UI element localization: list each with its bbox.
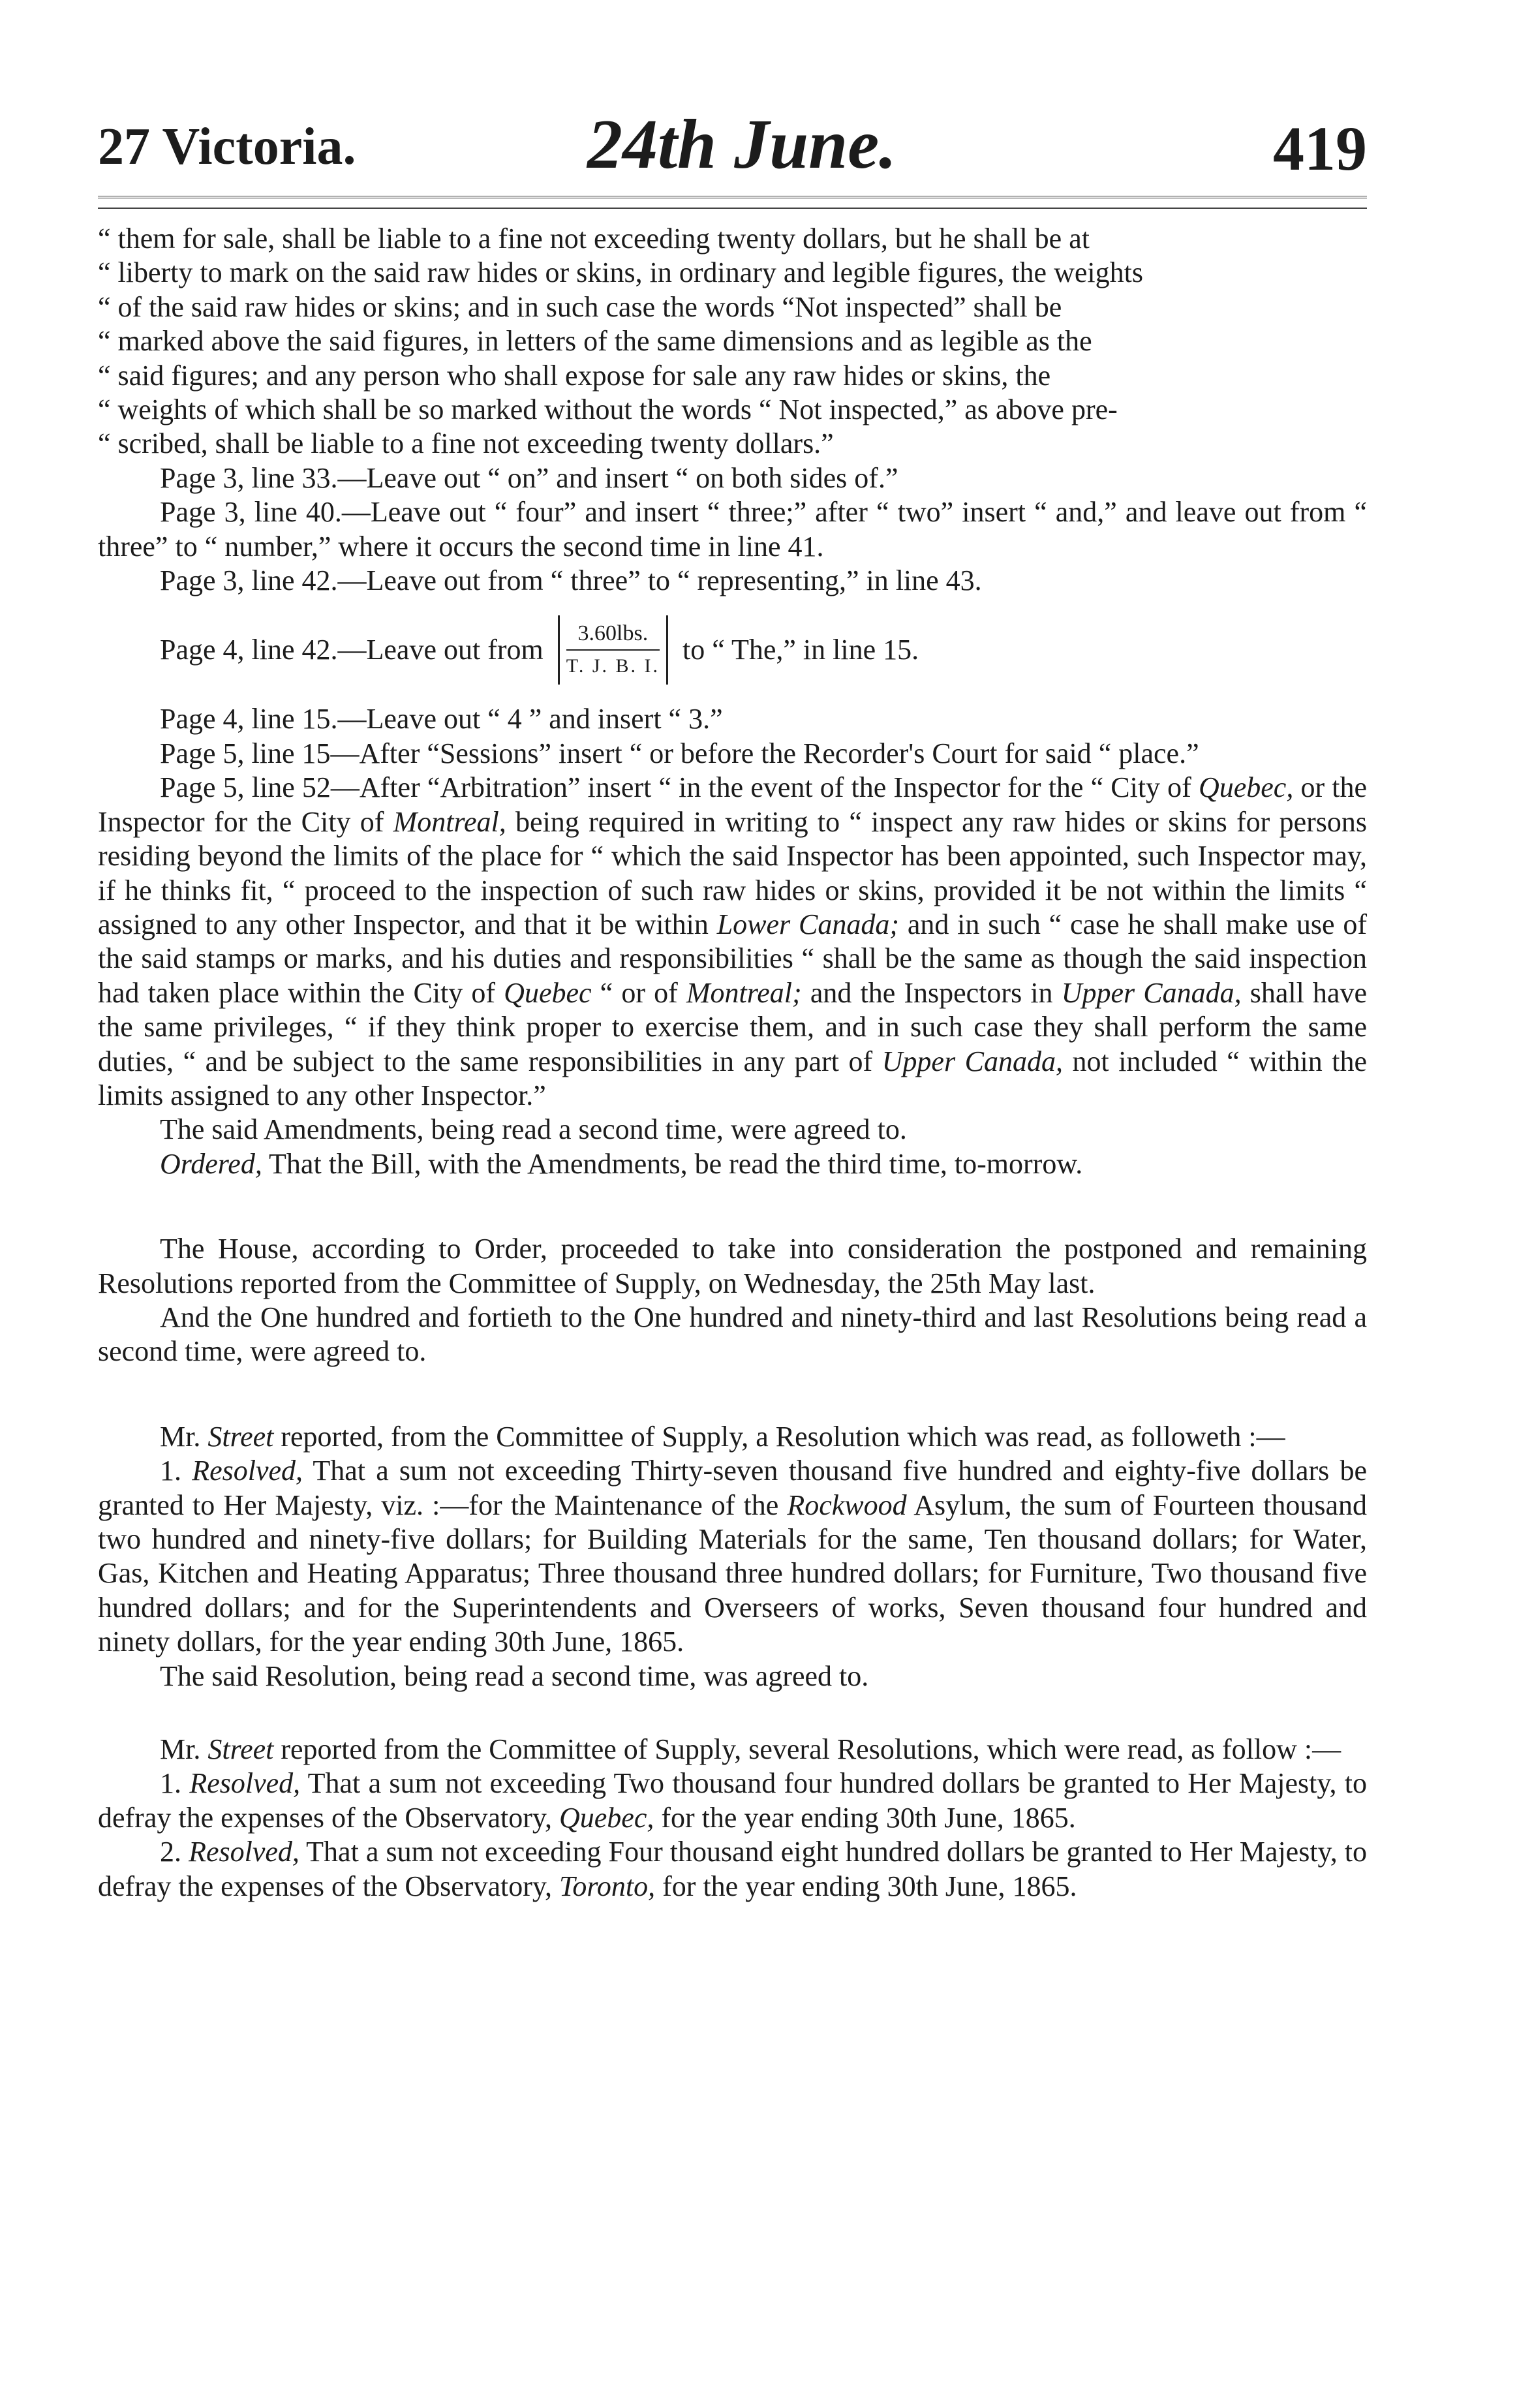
order-third-reading: Ordered, That the Bill, with the Amendments, be read the third time, to-morrow. [160, 1147, 1083, 1180]
regnal-year: 27 Victoria. [98, 118, 356, 176]
marginal-note-top: 3.60lbs. [566, 618, 660, 651]
page-number: 419 [1273, 114, 1367, 183]
house-paragraph: And the One hundred and fortieth to the One hundred and ninety-third and last Resolutions being read a second time, were agreed to. [98, 1301, 1367, 1368]
quote-line: “ of the said raw hides or skins; and in such case the words “Not inspected” shall be [98, 290, 1062, 323]
resolution: 2. Resolved, That a sum not exceeding Four thousand eight hundred dollars be granted to Her Majesty, to defray the expenses of the Observatory, Toronto, for the year ending 30th June, 1865. [98, 1836, 1367, 1902]
house-paragraph: The House, according to Order, proceeded to take into consideration the postponed and remaining Resolutions reported from the Committee of Supply, on Wednesday, the 25th May last. [98, 1233, 1367, 1299]
quote-line: “ them for sale, shall be liable to a fine not exceeding twenty dollars, but he shall be at [98, 223, 1090, 255]
quote-line: “ liberty to mark on the said raw hides or skins, in ordinary and legible figures, the weights [98, 256, 1143, 289]
amendment-item: Page 5, line 15—After “Sessions” insert “ or before the Recorder's Court for said “ place.” [160, 737, 1199, 769]
page-date: 24th June. [587, 106, 897, 183]
quote-line: “ said figures; and any person who shall expose for sale any raw hides or skins, the [98, 359, 1051, 392]
quote-line: “ scribed, shall be liable to a fine not exceeding twenty dollars.” [98, 427, 834, 460]
amendment-item: Page 5, line 52—After “Arbitration” insert “ in the event of the Inspector for the “ City of Quebec, or the Inspector for the City of Montreal, being required in writing to “ inspect any raw hides or skins for persons residing beyond the limits of the place for “ which the said Inspector has been appointed, such Inspector may, if he thinks fit, “ proceed to the inspection of such raw hides or skins, provided it be not within the limits “ assigned to any other Inspector, and that it be within Lower Canada; and in such “ case he shall make use of the said stamps or marks, and his duties and responsibilities “ shall be the same as though the said inspection had taken place within the City of Quebec “ or of Montreal; and the Inspectors in Upper Canada, shall have the same privileges, “ if they think proper to exercise them, and in such case they shall perform the same duties, “ and be subject to the same responsibilities in any part of Upper Canada, not included “ within the limits assigned to any other Inspector.” [98, 771, 1368, 1111]
report-intro: Mr. Street reported from the Committee of Supply, several Resolutions, which were read, as follow :— [160, 1733, 1341, 1766]
quoted-clause [98, 222, 1367, 461]
resolution: 1. Resolved, That a sum not exceeding Two thousand four hundred dollars be granted to Her Majesty, to defray the expenses of the Observatory, Quebec, for the year ending 30th June, 1865. [98, 1767, 1368, 1834]
marginal-note-initials: T. J. B. I. [566, 655, 660, 677]
amendments-agreed: The said Amendments, being read a second time, were agreed to. [160, 1113, 907, 1146]
resolution: 1. Resolved, That a sum not exceeding Thirty-seven thousand five hundred and eighty-five dollars be granted to Her Majesty, viz. :—for the Maintenance of the Rockwood Asylum, the sum of Fourteen thousand two hundred and ninety-five dollars; for Building Materials for the same, Ten thousand dollars; for Water, Gas, Kitchen and Heating Apparatus; Three thousand three hundred dollars; for Furniture, Two thousand five hundred dollars; and for the Superintendents and Overseers of works, Seven thousand four hundred and ninety dollars, for the year ending 30th June, 1865. [98, 1455, 1367, 1658]
page-header [98, 104, 1367, 196]
amendment-item: Page 4, line 15.—Leave out “ 4 ” and insert “ 3.” [160, 703, 723, 735]
amendment-item: Page 3, line 42.—Leave out from “ three” to “ representing,” in line 43. [160, 564, 982, 597]
section-gap [98, 1181, 1367, 1232]
page-body [98, 222, 1367, 1904]
section-gap [98, 1693, 1367, 1733]
quote-line: “ marked above the said figures, in letters of the same dimensions and as legible as the [98, 325, 1092, 358]
amendment-text: Page 4, line 42.—Leave out from [160, 634, 544, 666]
report-intro: Mr. Street reported, from the Committee of Supply, a Resolution which was read, as followeth :— [160, 1420, 1285, 1453]
amendment-text: to “ The,” in line 15. [682, 634, 919, 666]
quote-line: “ weights of which shall be so marked without the words “ Not inspected,” as above pre- [98, 394, 1118, 426]
amendment-item: Page 3, line 33.—Leave out “ on” and insert “ on both sides of.” [160, 461, 898, 494]
marginal-note-box [558, 615, 668, 685]
amendment-item-bracketed [98, 598, 1367, 702]
header-rule [98, 196, 1367, 209]
section-gap [98, 1369, 1367, 1420]
amendment-item: Page 3, line 40.—Leave out “ four” and insert “ three;” after “ two” insert “ and,” and leave out from “ three” to “ number,” where it occurs the second time in line 41. [98, 496, 1367, 563]
resolution-agreed: The said Resolution, being read a second time, was agreed to. [160, 1659, 869, 1692]
